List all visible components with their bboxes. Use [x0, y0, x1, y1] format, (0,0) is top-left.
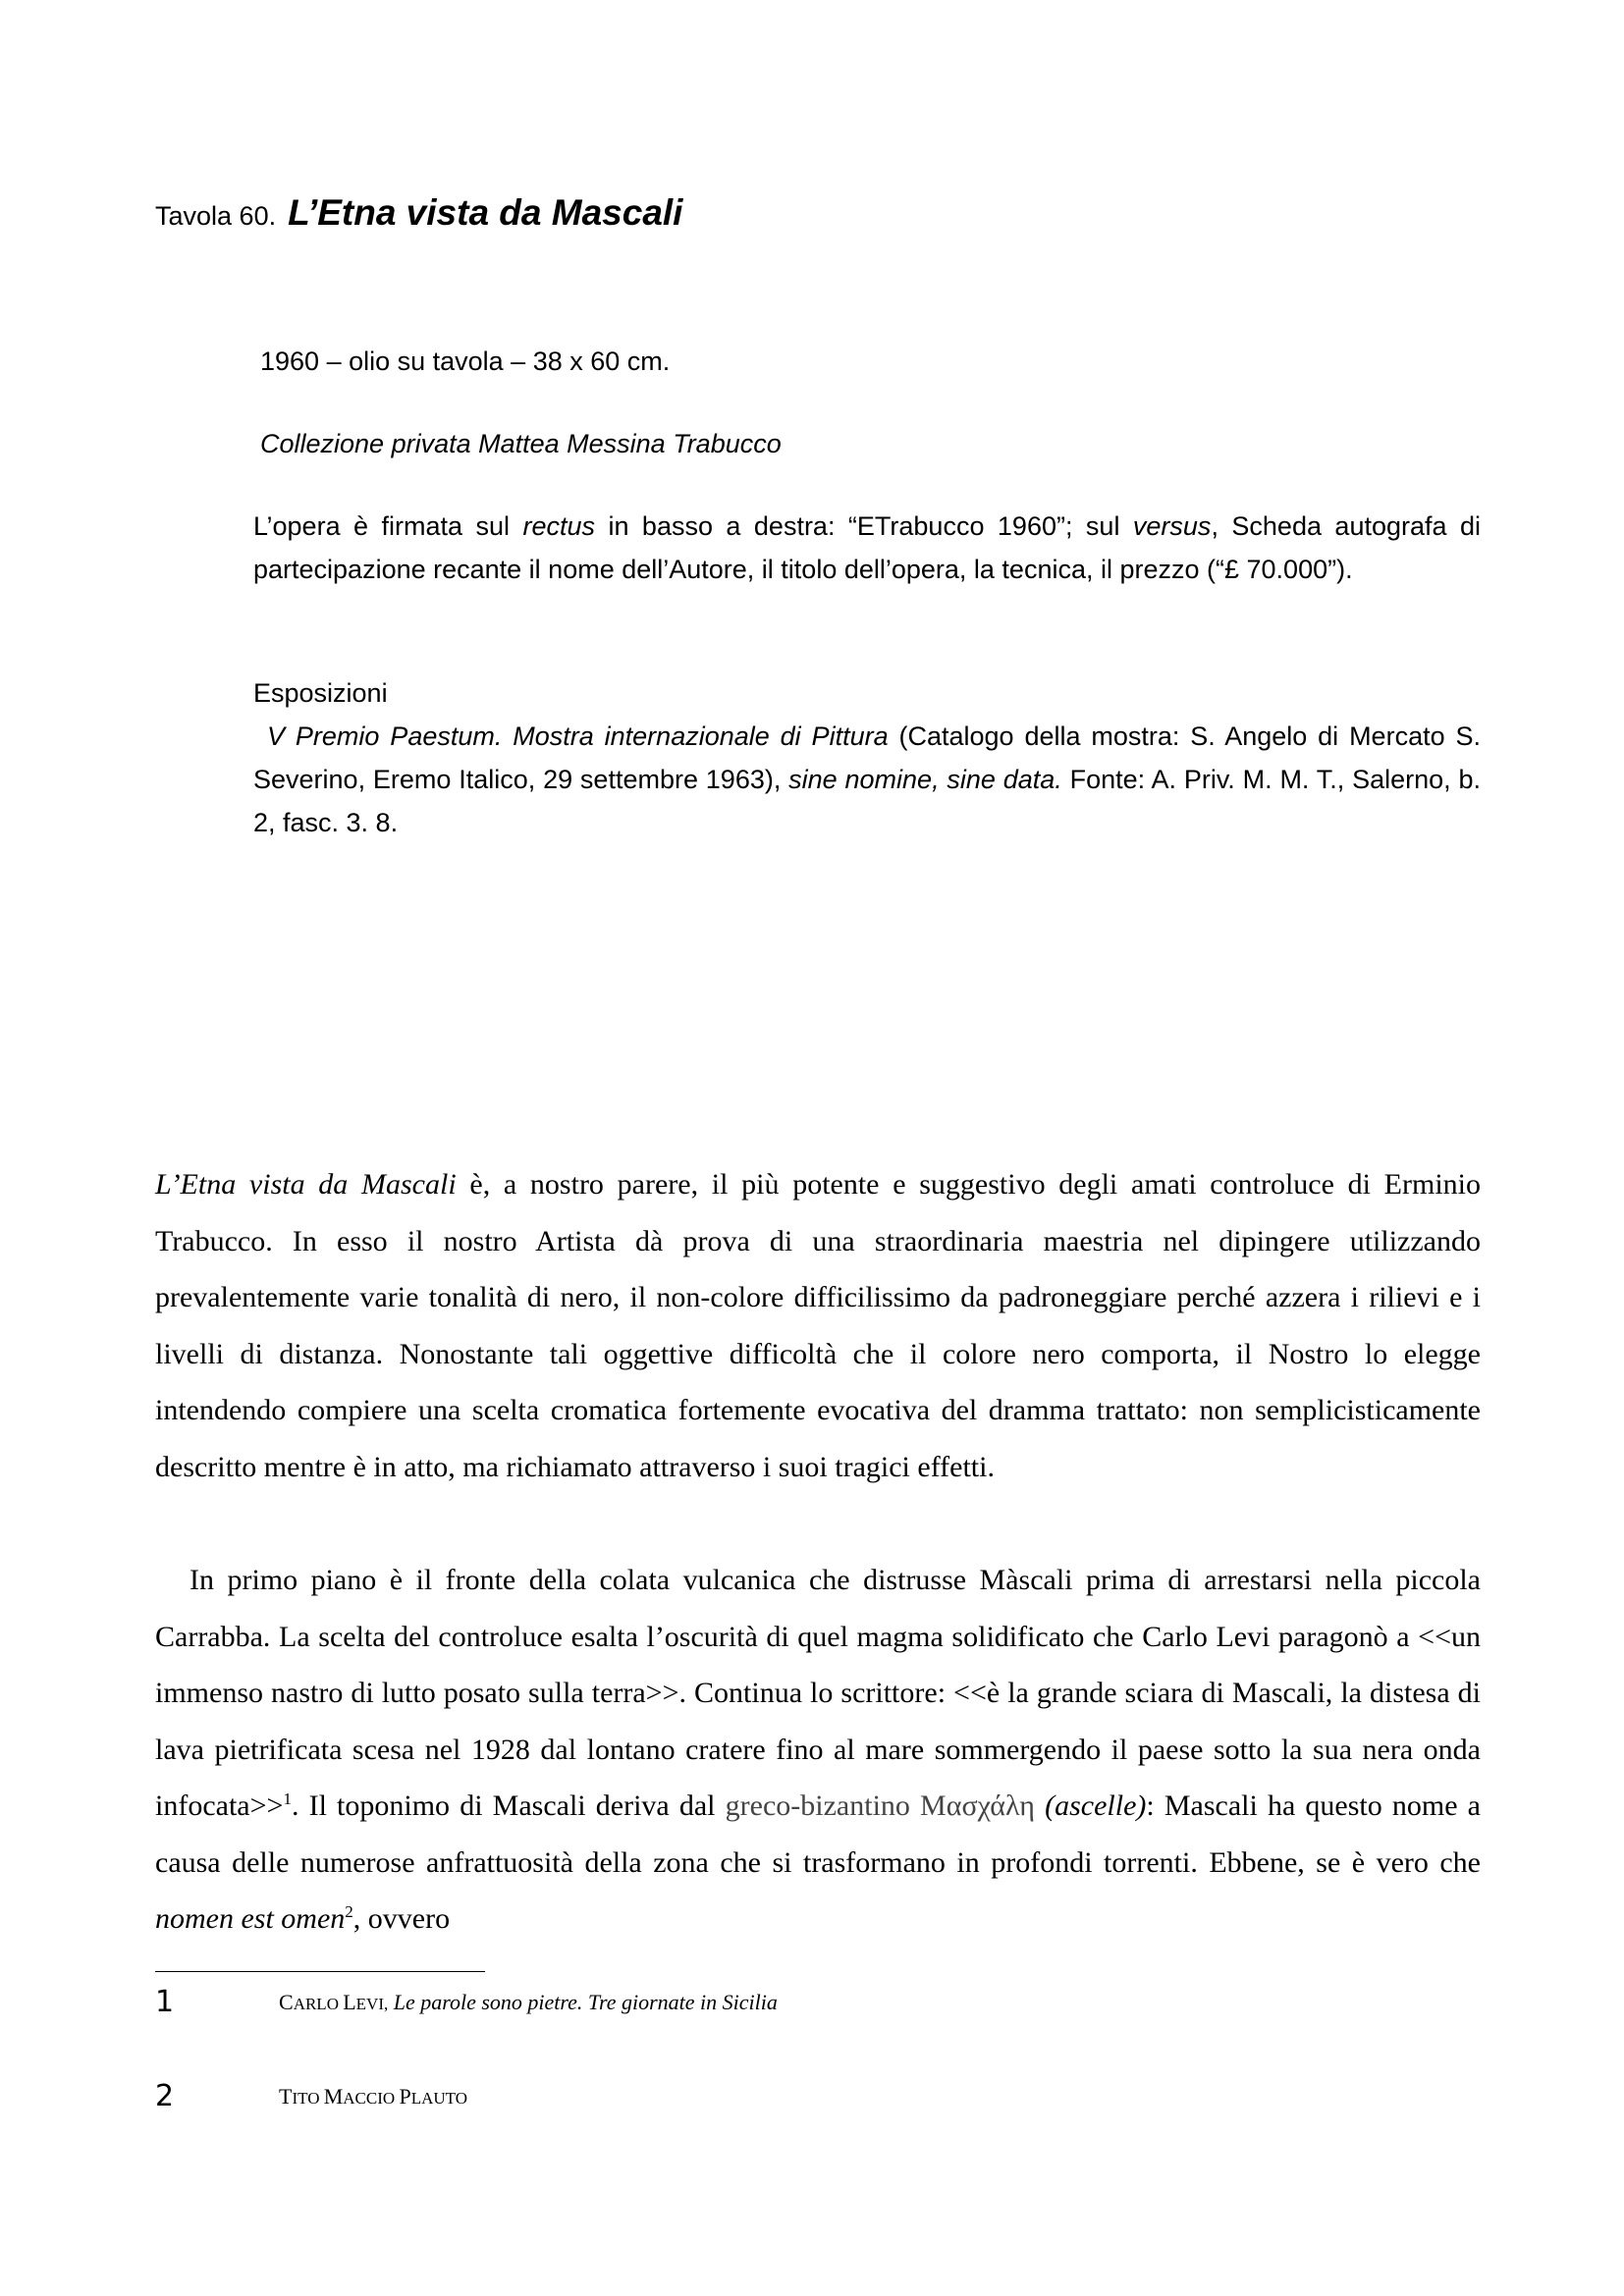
signature-text-1: L’opera è firmata sul: [253, 511, 523, 541]
ascelle-term: (ascelle): [1045, 1789, 1147, 1822]
footnote-number: 1: [155, 1985, 175, 2019]
footnote-text: TITO MACCIO PLAUTO: [279, 2083, 467, 2109]
exhibition-title: V Premio Paestum. Mostra internazionale di Pittura: [267, 721, 889, 751]
exhibition-entry: [253, 715, 1481, 844]
signature-paragraph: [253, 505, 1481, 591]
plate-heading: [155, 192, 682, 234]
nomen-term: nomen est omen: [155, 1902, 346, 1935]
footnote-number: 2: [155, 2079, 175, 2113]
p2-text-b: . Il toponimo di Mascali deriva dal: [291, 1789, 726, 1822]
greek-term: greco-bizantino Μασχάλη: [725, 1789, 1035, 1822]
footnote-separator: [155, 1971, 485, 1972]
versus-term: versus: [1132, 511, 1212, 541]
p1-text: è, a nostro parere, il più potente e suggestivo degli amati controluce di Erminio Trabucco. In esso il nostro Artista dà prova di una straordinaria maestria nel dipingere utilizzando prevalentemente varie tonalità di nero, il non-colore difficilissimo da padroneggiare perché azzera i rilievi e i livelli di distanza. Nonostante tali oggettive difficoltà che il colore nero comporta, il Nostro lo elegge intendendo compiere una scelta cromatica fortemente evocativa del dramma trattato: non semplicisticamente descritto mentre è in atto, ma richiamato attraverso i suoi tragici effetti.: [155, 1168, 1481, 1483]
exhibition-text-2: Fonte: A. Priv. M. M. T., Salerno, b. 2, fasc. 3. 8.: [253, 765, 1481, 837]
exhibition-text-1: (Catalogo della mostra: S. Angelo di Mercato S. Severino, Eremo Italico, 29 settembre 1963),: [253, 721, 1482, 794]
signature-text-2: in basso a destra: “ETrabucco 1960”; sul: [595, 511, 1133, 541]
plate-label: Tavola 60.: [155, 201, 277, 231]
footnote-ref-2[interactable]: 2: [345, 1902, 353, 1921]
p2-text-d: , ovvero: [352, 1902, 451, 1935]
exhibition-sine: sine nomine, sine data.: [788, 765, 1062, 794]
artwork-collection: Collezione privata Mattea Messina Trabucco: [260, 429, 782, 458]
signature-text-3: , Scheda autografa di partecipazione recante il nome dell’Autore, il titolo dell’opera, la tecnica, il prezzo (“£ 70.000”).: [253, 511, 1481, 584]
body-paragraph-1: [155, 1156, 1481, 1495]
footnote-work-title: Le parole sono pietre. Tre giornate in Sicilia: [393, 1989, 778, 2014]
p1-artwork-title: L’Etna vista da Mascali: [155, 1168, 457, 1201]
p2-text-a: In primo piano è il fronte della colata vulcanica che distrusse Màscali prima di arrestarsi nella piccola Carrabba. La scelta del controluce esalta l’oscurità di quel magma solidificato che Carlo Levi paragonò a <<un immenso nastro di lutto posato sulla terra>>. Continua lo scrittore: <<è la grande sciara di Mascali, la distesa di lava pietrificata scesa nel 1928 dal lontano cratere fino al mare sommergendo il paese sotto la sua nera onda infocata>>: [155, 1564, 1481, 1822]
artwork-title: L’Etna vista da Mascali: [288, 192, 683, 233]
footnote-1: [155, 1985, 778, 2019]
rectus-term: rectus: [522, 511, 595, 541]
exhibitions-section: [253, 671, 1481, 844]
p2-text-c: : Mascali ha questo nome a causa delle numerose anfrattuosità della zona che si trasformano in profondi torrenti. Ebbene, se è vero che: [155, 1789, 1481, 1879]
artwork-dating: 1960 – olio su tavola – 38 x 60 cm.: [260, 347, 671, 376]
footnote-ref-1[interactable]: 1: [283, 1789, 292, 1808]
footnote-text: CARLO LEVI, Le parole sono pietre. Tre giornate in Sicilia: [279, 1989, 778, 2014]
exhibitions-heading: Esposizioni: [253, 678, 388, 708]
footnote-2: [155, 2079, 467, 2113]
body-paragraph-2: [155, 1552, 1481, 1948]
